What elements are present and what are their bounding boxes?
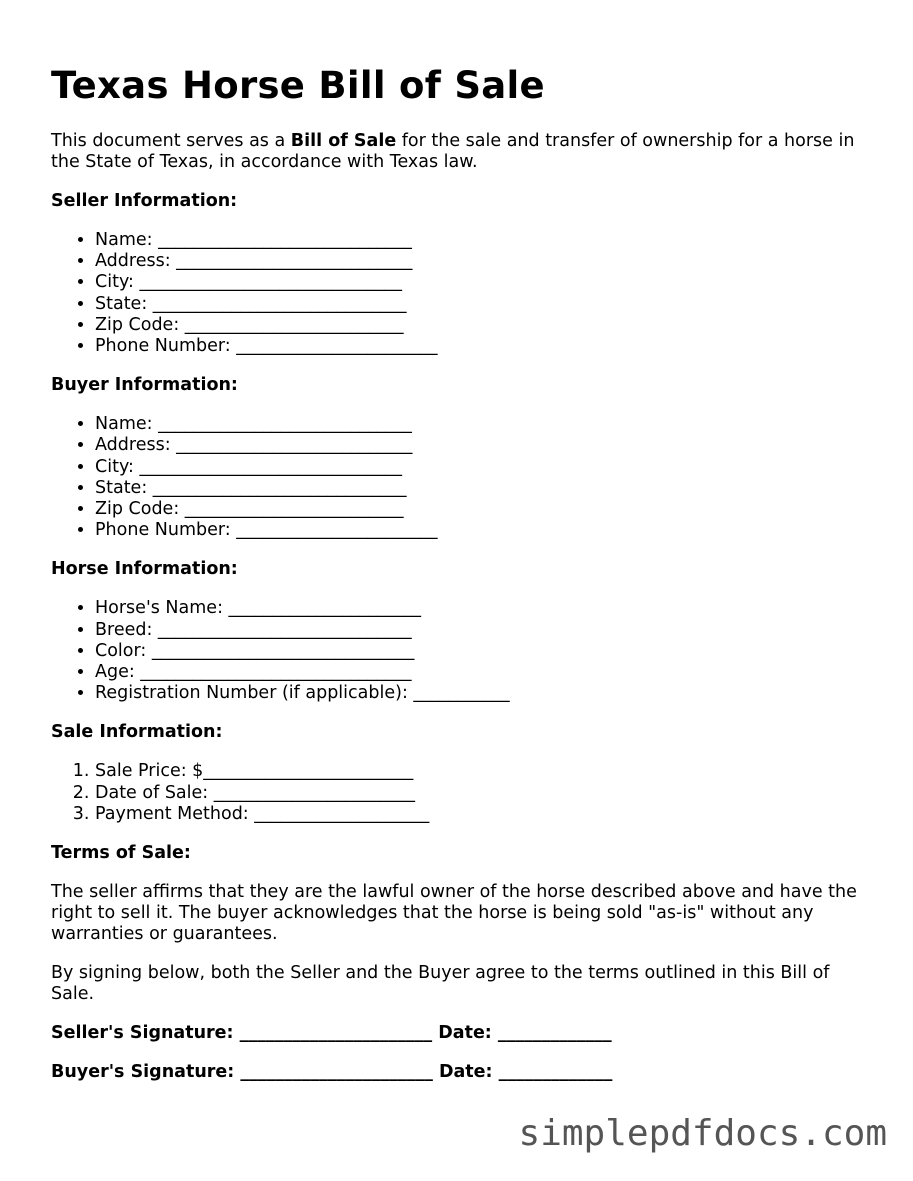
- horse-color-field: • Color: ______________________________: [95, 641, 871, 662]
- buyer-address-field: • Address: ___________________________: [95, 435, 871, 456]
- watermark: simplepdfdocs.com: [518, 1113, 887, 1154]
- horse-name-field: • Horse's Name: ______________________: [95, 598, 871, 619]
- seller-city-field: • City: ______________________________: [95, 272, 871, 293]
- buyer-heading: Buyer Information:: [51, 375, 238, 396]
- payment-method-field: 3. Payment Method: ____________________: [95, 804, 871, 825]
- buyer-city-field: • City: ______________________________: [95, 457, 871, 478]
- horse-heading: Horse Information:: [51, 559, 238, 580]
- sale-price-field: 1. Sale Price: $________________________: [95, 761, 871, 782]
- seller-signature-line: Seller's Signature: ______________________ Date: _____________: [51, 1023, 612, 1044]
- horse-age-field: • Age: _______________________________: [95, 662, 871, 683]
- document-page: [51, 62, 871, 1083]
- buyer-phone-field: • Phone Number: _______________________: [95, 520, 871, 541]
- seller-fields: [51, 230, 871, 357]
- sale-fields: [51, 761, 871, 825]
- agreement-paragraph: By signing below, both the Seller and the Buyer agree to the terms outlined in this Bill of Sale.: [51, 963, 830, 1005]
- buyer-state-field: • State: _____________________________: [95, 478, 871, 499]
- page-title: Texas Horse Bill of Sale: [51, 64, 545, 107]
- horse-registration-field: • Registration Number (if applicable): ___________: [95, 683, 871, 704]
- seller-address-field: • Address: ___________________________: [95, 251, 871, 272]
- intro-paragraph: This document serves as a Bill of Sale for the sale and transfer of ownership for a horse in the State of Texas, in accordance with Texas law.: [51, 131, 855, 172]
- buyer-name-field: • Name: _____________________________: [95, 414, 871, 435]
- terms-heading: Terms of Sale:: [51, 843, 191, 864]
- terms-paragraph: The seller affirms that they are the lawful owner of the horse described above and have the right to sell it. The buyer acknowledges that the horse is being sold "as-is" without any warranties or guarantees.: [51, 882, 857, 945]
- seller-phone-field: • Phone Number: _______________________: [95, 336, 871, 357]
- seller-heading: Seller Information:: [51, 191, 238, 211]
- seller-name-field: • Name: _____________________________: [95, 230, 871, 251]
- buyer-fields: [51, 414, 871, 541]
- buyer-zip-field: • Zip Code: _________________________: [95, 499, 871, 520]
- horse-fields: [51, 598, 871, 704]
- horse-breed-field: • Breed: _____________________________: [95, 620, 871, 641]
- sale-heading: Sale Information:: [51, 722, 223, 743]
- seller-state-field: • State: _____________________________: [95, 294, 871, 315]
- seller-zip-field: • Zip Code: _________________________: [95, 315, 871, 336]
- buyer-signature-line: Buyer's Signature: ______________________ Date: _____________: [51, 1062, 613, 1083]
- sale-date-field: 2. Date of Sale: _______________________: [95, 783, 871, 804]
